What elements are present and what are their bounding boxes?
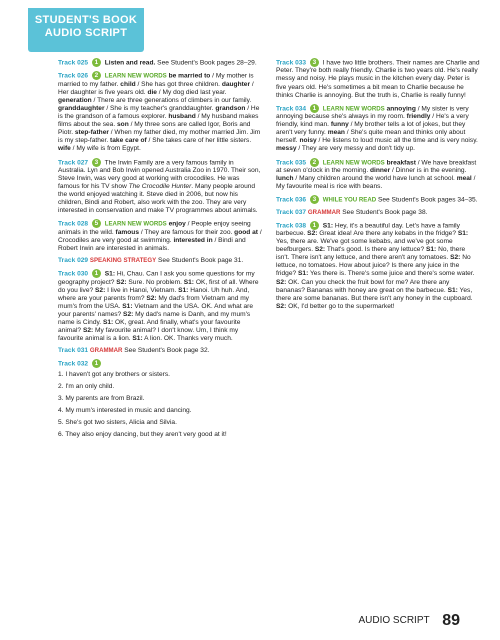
keyword: messy <box>276 145 297 153</box>
track-label: Track 034 <box>276 104 307 112</box>
track-038 <box>276 221 480 311</box>
track-number-badge: 3 <box>92 158 101 167</box>
text-run: OK, first of all. Where do you live? <box>58 278 259 294</box>
keyword: enjoy <box>168 220 186 228</box>
text-run: My dad's from Vietnam and my mum's from the USA. <box>58 294 249 310</box>
list-item: 5. She's got two sisters, Alicia and Silvia. <box>58 419 177 427</box>
keyword: friendly <box>406 113 431 121</box>
track-028 <box>58 219 262 253</box>
keyword: S1: <box>457 229 469 237</box>
list-item: 2. I'm an only child. <box>58 382 115 390</box>
track-number-badge: 2 <box>92 71 101 80</box>
keyword: breakfast <box>386 158 416 166</box>
keyword: S1: <box>122 302 133 310</box>
keyword: meal <box>456 174 472 182</box>
track-text: See Student's Book pages 28–29. <box>155 59 257 67</box>
keyword: son <box>117 121 129 129</box>
track-text <box>58 159 260 215</box>
text-run: The Irwin Family are a very famous family in Australia. Lyn and Bob Irwin opened Australia Zoo in 1970. Their son, Steve Irwin, was very good at working with crocodiles. He was famous for his TV show <box>58 158 261 191</box>
keyword: S1: <box>102 318 114 326</box>
text-run: / My favourite meal is rice with beans. <box>276 174 476 191</box>
track-number-badge: 3 <box>310 195 319 204</box>
text-run: / Crocodiles are very good at swimming. <box>58 228 262 244</box>
text-run: / Her daughter is five years old. <box>58 80 254 96</box>
keyword: dinner <box>370 166 391 174</box>
list-item: 3. My parents are from Brazil. <box>58 394 145 402</box>
text-run: Hi, Chau. Can I ask you some questions for my geography project? <box>58 270 255 286</box>
text-run: / They are very messy and don't tidy up. <box>296 145 415 153</box>
track-title: Listen and read. <box>104 59 156 67</box>
track-number-badge: 1 <box>310 104 319 113</box>
keyword: child <box>120 80 136 88</box>
text-run: Sure. No problem. <box>126 278 184 286</box>
keyword: good at <box>234 228 258 236</box>
keyword: famous <box>115 228 139 236</box>
text-run: / People enjoy seeing animals in the wild. <box>58 220 251 236</box>
text-run: Great idea! Are there any kebabs in the fridge? <box>317 229 458 237</box>
track-031 <box>58 347 262 355</box>
text-run: That's good. Is there any lettuce? <box>325 246 426 254</box>
text-run: I have two little brothers. Their names are Charlie and Peter. They're both really friendly. Charlie is two years old. He's really messy and noisy. He plays music in the kitchen every day. Peter is five years old. He's sometimes a bit mean to Charlie because he thinks Charlie is annoying. But the truth is, Charlie is really funny! <box>276 59 480 99</box>
list-item: 1. I haven't got any brothers or sisters. <box>58 370 170 378</box>
text-run: / My dog died last year. <box>156 88 227 96</box>
header-line-2: AUDIO SCRIPT <box>44 27 128 39</box>
track-label: Track 031 <box>58 347 89 355</box>
track-text: See Student's Book page 38. <box>340 208 428 216</box>
text-run: / My mother is married to my father. <box>58 72 254 88</box>
page-number: 89 <box>442 612 460 629</box>
track-label: Track 027 <box>58 158 89 166</box>
track-032 <box>58 359 262 439</box>
keyword: S1: <box>447 286 458 294</box>
text-run: Vietnam and the USA. OK. And what are your parents' names? <box>58 302 254 318</box>
text-run: / Many children around the world have lunch at school. <box>293 174 457 182</box>
text-run: / She is my teacher's granddaughter. <box>104 104 216 112</box>
section-header <box>28 8 144 52</box>
section-tag: LEARN NEW WORDS <box>104 220 167 228</box>
track-label: Track 035 <box>276 158 307 166</box>
list-item: 4. My mum's interested in music and dancing. <box>58 406 192 414</box>
keyword: granddaughter <box>58 104 105 112</box>
track-label: Track 025 <box>58 59 89 67</box>
track-text <box>276 59 480 98</box>
track-number-badge: 1 <box>92 269 101 278</box>
text-run: / My husband makes films about the sea. <box>58 113 259 129</box>
keyword: S2: <box>314 246 326 254</box>
text-run: / He is the grandson of a famous explorer. <box>58 104 260 121</box>
track-030 <box>58 269 262 343</box>
text-run: My dad's name is Danh, and my mum's name is Cindy. <box>58 310 251 326</box>
keyword: S2: <box>307 229 318 237</box>
track-label: Track 037 <box>276 208 307 216</box>
track-number-badge: 1 <box>92 58 101 67</box>
track-036 <box>276 195 480 204</box>
section-tag: LEARN NEW WORDS <box>322 104 385 112</box>
keyword: die <box>147 88 157 96</box>
text-run: Hey, it's a beautiful day. Let's have a family barbecue. <box>276 221 460 237</box>
track-025 <box>58 58 262 67</box>
text-run: OK, great. And finally, what's your favourite animal? <box>58 318 241 335</box>
keyword: grandson <box>215 104 246 112</box>
text-run: / She has got three children. <box>135 80 222 88</box>
keyword: noisy <box>299 137 317 145</box>
text-run: . Many people around the world enjoyed watching it. Steve died in 2006, but now his children, Bindi and Robert, also work with the zoo. They are very interested in conservation and make TV programmes about animals. <box>58 183 258 215</box>
section-tag: LEARN NEW WORDS <box>104 72 167 80</box>
track-number-badge: 1 <box>310 221 319 230</box>
track-text <box>58 73 260 153</box>
keyword: S2: <box>123 310 134 318</box>
sentence-list <box>58 371 262 440</box>
text-run: / My wife is from Egypt. <box>70 145 141 153</box>
text-run: / He listens to loud music all the time and is very noisy. <box>316 137 478 145</box>
track-text <box>58 270 259 342</box>
keyword: S2: <box>82 327 94 335</box>
keyword: lunch <box>276 174 294 182</box>
section-tag: GRAMMAR <box>307 208 341 216</box>
track-number-badge: 3 <box>310 58 319 67</box>
track-label: Track 032 <box>58 360 89 368</box>
track-label: Track 026 <box>58 72 89 80</box>
track-026 <box>58 71 262 153</box>
keyword: generation <box>58 96 92 104</box>
keyword: take care of <box>110 137 147 145</box>
track-027 <box>58 158 262 216</box>
track-number-badge: 1 <box>92 359 101 368</box>
track-label: Track 028 <box>58 220 89 228</box>
keyword: S1: <box>322 221 334 229</box>
header-line-1: STUDENT'S BOOK <box>34 14 138 26</box>
track-035 <box>276 158 480 192</box>
keyword: funny <box>330 121 349 129</box>
track-034 <box>276 104 480 154</box>
text-run: / They are famous for their zoo. <box>139 228 235 236</box>
text-run: OK, I'd better go to the supermarket! <box>286 302 395 310</box>
text-run: / My brother tells a lot of jokes, but they aren't very funny. <box>276 121 466 137</box>
keyword: step-father <box>74 129 109 137</box>
text-run: Hanoi. Uh huh. And, where are your parents from? <box>58 286 250 302</box>
text-run: Yes, there are some bananas. But there isn't any honey in the cupboard. <box>276 286 473 302</box>
right-column <box>276 58 480 315</box>
text-run: I live in Hanoi, Vietnam. <box>105 286 179 294</box>
text-run: My favourite animal? I don't know. Um, I think my favourite animal is a lion. <box>58 327 239 343</box>
keyword: S2: <box>146 294 157 302</box>
keyword: be married to <box>168 72 211 80</box>
keyword: S2: <box>95 286 106 294</box>
emphasis: The Crocodile Hunter <box>128 183 192 191</box>
text-run: / My sister is very annoying because she's always in my room. <box>276 104 469 121</box>
page-footer <box>358 612 460 630</box>
text-run: / He's a very friendly, kind man. <box>276 113 469 129</box>
text-run: / Bindi and Robert Irwin are interested in animals. <box>58 236 246 252</box>
track-029 <box>58 257 262 265</box>
text-run: / Dinner is in the evening. <box>390 166 467 174</box>
footer-label: AUDIO SCRIPT <box>358 615 430 626</box>
text-run: / She takes care of her little sisters. <box>146 137 252 145</box>
section-tag: GRAMMAR <box>89 347 123 355</box>
track-label: Track 033 <box>276 59 307 67</box>
track-text <box>276 222 475 310</box>
keyword: S2: <box>450 254 461 262</box>
keyword: S2: <box>116 278 127 286</box>
section-tag: LEARN NEW WORDS <box>322 158 385 166</box>
keyword: S1: <box>183 278 194 286</box>
track-number-badge: 2 <box>310 158 319 167</box>
track-label: Track 030 <box>58 270 89 278</box>
left-column <box>58 58 262 443</box>
section-tag: SPEAKING STRATEGY <box>89 257 157 265</box>
text-run: Yes there is. There's some juice and there's some water. <box>308 270 475 278</box>
text-run: / She's quite mean and thinks only about herself. <box>276 129 466 145</box>
keyword: interested in <box>173 236 213 244</box>
keyword: S1: <box>104 270 116 278</box>
keyword: S1: <box>425 246 437 254</box>
keyword: annoying <box>386 104 416 112</box>
keyword: husband <box>168 113 196 121</box>
list-item: 6. They also enjoy dancing, but they aren't very good at it! <box>58 431 227 439</box>
track-033 <box>276 58 480 100</box>
keyword: S1: <box>132 335 143 343</box>
keyword: S2: <box>276 302 287 310</box>
text-run: No lettuce, no tomatoes. How about juice? Is there any juice in the fridge? <box>276 254 471 278</box>
track-text: See Student's Book page 32. <box>122 347 210 355</box>
track-number-badge: 5 <box>92 219 101 228</box>
section-tag: WHILE YOU READ <box>322 196 377 204</box>
track-label: Track 038 <box>276 221 307 229</box>
track-text <box>276 105 478 152</box>
track-text: See Student's Book page 31. <box>156 257 244 265</box>
text-run: / When my father died, my mother married Jim. Jim is my step-father. <box>58 129 261 145</box>
keyword: S1: <box>298 270 309 278</box>
text-run: No, there isn't. There isn't any lettuce, and there aren't any tomatoes. <box>276 246 466 262</box>
track-label: Track 036 <box>276 196 307 204</box>
keyword: S1: <box>178 286 189 294</box>
text-run: / There are three generations of climbers in our family. <box>91 96 252 104</box>
track-label: Track 029 <box>58 257 89 265</box>
track-text: See Student's Book pages 34–35. <box>376 196 478 204</box>
keyword: S2: <box>276 278 287 286</box>
keyword: mean <box>327 129 345 137</box>
keyword: wife <box>58 145 71 153</box>
text-run: OK. Can you check the fruit bowl for me? Are there any bananas? Bananas with honey are great on the barbecue. <box>276 278 450 294</box>
keyword: daughter <box>221 80 251 88</box>
text-run: Yes, there are. We've got some kebabs, and we've got some beefburgers. <box>276 238 453 254</box>
text-run: / We have breakfast at seven o'clock in the morning. <box>276 158 477 174</box>
text-run: / My three sons are called Igor, Boris and Piotr. <box>58 121 251 137</box>
text-run: A lion. OK. Thanks very much. <box>142 335 233 343</box>
track-037 <box>276 209 480 217</box>
